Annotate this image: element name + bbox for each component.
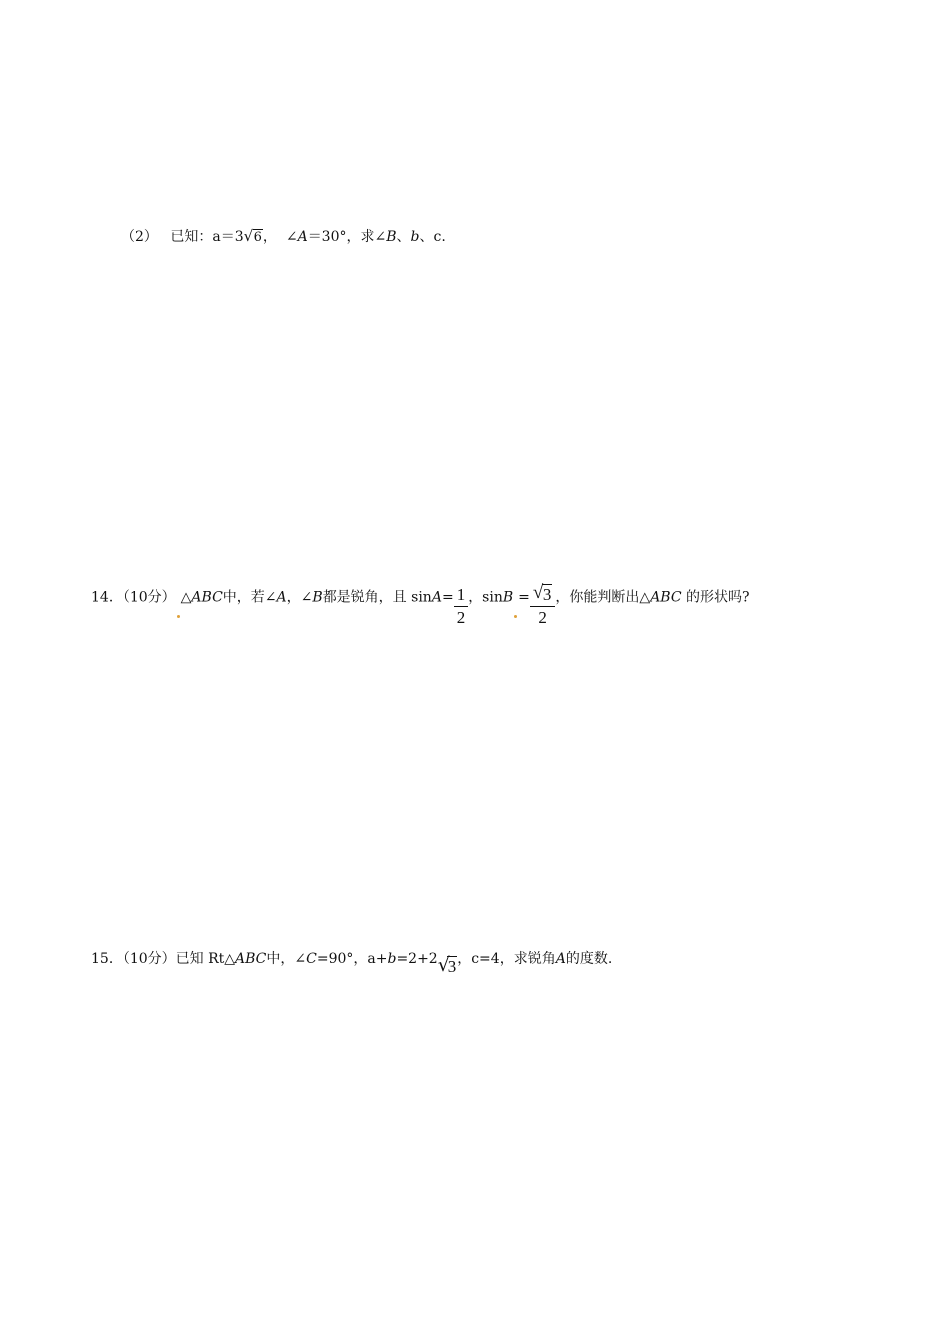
angle-symbol: ∠ [285,229,298,245]
question-number: 15．（10分）已知 Rt△ [91,951,236,967]
text-if: 中，若∠ [222,589,277,606]
sqrt-3 [437,954,458,977]
radical-sign: √ [532,582,544,603]
var-a: A [276,589,287,606]
sqrt-3 [532,582,553,605]
sqrt-6 [244,229,263,245]
var-b: b [387,951,397,967]
var-b: B [312,589,323,606]
question-13-part-2 [121,226,446,246]
question-number: 14．（10分） [91,589,176,606]
equals-sign: = [518,589,530,606]
text-shape-question: 的形状吗? [681,589,750,606]
var-a: A [555,951,566,967]
var-abc: ABC [235,951,267,967]
text-angle-value: ＝30°，求∠ [307,229,387,245]
var-b-lower: b [410,229,420,245]
radicand: 3 [447,957,457,976]
triangle-symbol: △ [180,589,192,606]
text-right-angle: =90°，a+ [316,951,388,967]
separator: 、 [396,229,411,245]
var-c: C [306,951,317,967]
text-judge: ，你能判断出△ [555,589,651,606]
edit-mark-icon [514,615,517,618]
radical-sign: √ [437,954,450,976]
var-b-upper: B [386,229,397,245]
text-degree: 的度数. [565,951,613,967]
radicand: 3 [542,585,552,604]
var-a: A [297,229,308,245]
numerator: 1 [456,585,466,604]
fraction-bar [530,606,556,607]
var-abc: ABC [191,589,223,606]
comma: ， [262,229,277,245]
fraction-sqrt3-over-2 [530,582,556,628]
text-comma-angle: ，∠ [286,589,313,606]
text-sum: =2+2 [396,951,438,967]
fraction-one-half [454,585,469,628]
text-sin: ，sin [468,589,503,606]
part-number: （2） [121,229,158,245]
var-a-sin: A [431,589,442,606]
text-known: 已知：a＝3 [170,229,244,245]
edit-mark-icon [177,615,180,618]
var-abc: ABC [650,589,682,606]
var-b-sin: B [502,589,514,606]
text-in: 中，∠ [266,951,307,967]
denominator: 2 [456,608,466,627]
text-c-value: ，c=4，求锐角 [457,951,556,967]
radicand: 6 [253,230,262,245]
question-14 [91,576,750,627]
equals-sign: = [441,589,454,606]
denominator: 2 [538,608,547,627]
sqrt-3-wrapper [437,954,458,977]
fraction-bar [454,606,469,607]
text-acute-sin: 都是锐角，且 sin [322,589,432,606]
text-end: 、c. [419,229,446,245]
numerator [530,582,556,605]
question-15 [91,948,613,976]
radical-sign: √ [243,227,254,245]
